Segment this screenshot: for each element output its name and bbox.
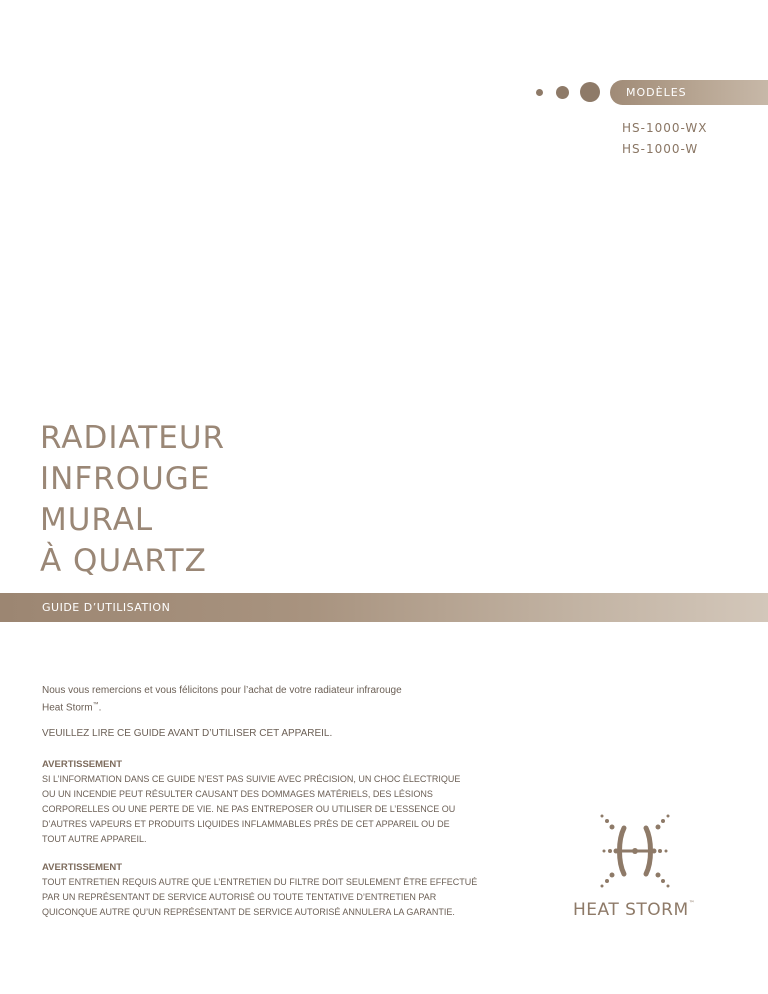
guide-label: GUIDE D’UTILISATION xyxy=(42,601,171,614)
logo-wordmark xyxy=(573,900,695,920)
warning-line: D’AUTRES VAPEURS ET PRODUITS LIQUIDES INFLAMMABLES PRÈS DE CET APPAREIL OU DE xyxy=(42,819,450,829)
warning-line: QUICONQUE AUTRE QU’UN REPRÉSENTANT DE SERVICE AUTORISÉ ANNULERA LA GARANTIE. xyxy=(42,907,455,917)
models-label: MODÈLES xyxy=(626,86,687,99)
warning-line: TOUT AUTRE APPAREIL. xyxy=(42,834,147,844)
warning-block-2 xyxy=(42,860,512,920)
logo-name: HEAT STORM xyxy=(573,900,689,920)
warning-line: PAR UN REPRÉSENTANT DE SERVICE AUTORISÉ OU TOUTE TENTATIVE D’ENTRETIEN PAR xyxy=(42,892,437,902)
title-line-1: RADIATEUR xyxy=(40,420,226,456)
model-hs-1000-w: HS-1000-W xyxy=(622,142,699,156)
read-notice: VEUILLEZ LIRE CE GUIDE AVANT D’UTILISER CET APPAREIL. xyxy=(42,728,333,739)
large-dot xyxy=(580,82,600,102)
warning-heading: AVERTISSEMENT xyxy=(42,759,123,770)
trademark: ™ xyxy=(92,702,99,708)
warning-block-1 xyxy=(42,757,512,847)
warning-text xyxy=(42,772,512,847)
brand-name: Heat Storm xyxy=(42,702,93,714)
small-dot xyxy=(536,89,543,96)
warning-line: OU UN INCENDIE PEUT RÉSULTER CAUSANT DES DOMMAGES MATÉRIELS, DES LÉSIONS xyxy=(42,789,433,799)
thanks-period: . xyxy=(98,702,102,714)
title-line-4: À QUARTZ xyxy=(40,543,207,579)
medium-dot xyxy=(556,86,569,99)
warning-line: SI L’INFORMATION DANS CE GUIDE N’EST PAS SUIVIE AVEC PRÉCISION, UN CHOC ÉLECTRIQUE xyxy=(42,774,461,784)
guide-band xyxy=(0,593,768,622)
models-pill xyxy=(610,80,768,105)
title-line-2: INFROUGE xyxy=(40,461,211,497)
thanks-paragraph xyxy=(42,683,502,715)
model-hs-1000-wx: HS-1000-WX xyxy=(622,121,708,135)
warning-heading: AVERTISSEMENT xyxy=(42,862,123,873)
title-line-3: MURAL xyxy=(40,502,154,538)
product-title xyxy=(40,418,225,582)
warning-line: TOUT ENTRETIEN REQUIS AUTRE QUE L’ENTRETIEN DU FILTRE DOIT SEULEMENT ÊTRE EFFECTUÉ xyxy=(42,877,478,887)
thanks-line-1: Nous vous remercions et vous félicitons pour l’achat de votre radiateur infrarouge xyxy=(42,685,402,696)
thanks-line-2 xyxy=(42,698,502,715)
logo-trademark: ™ xyxy=(688,900,696,907)
warning-line: CORPORELLES OU UNE PERTE DE VIE. NE PAS ENTREPOSER OU UTILISER DE L’ESSENCE OU xyxy=(42,804,456,814)
warning-text xyxy=(42,875,512,920)
